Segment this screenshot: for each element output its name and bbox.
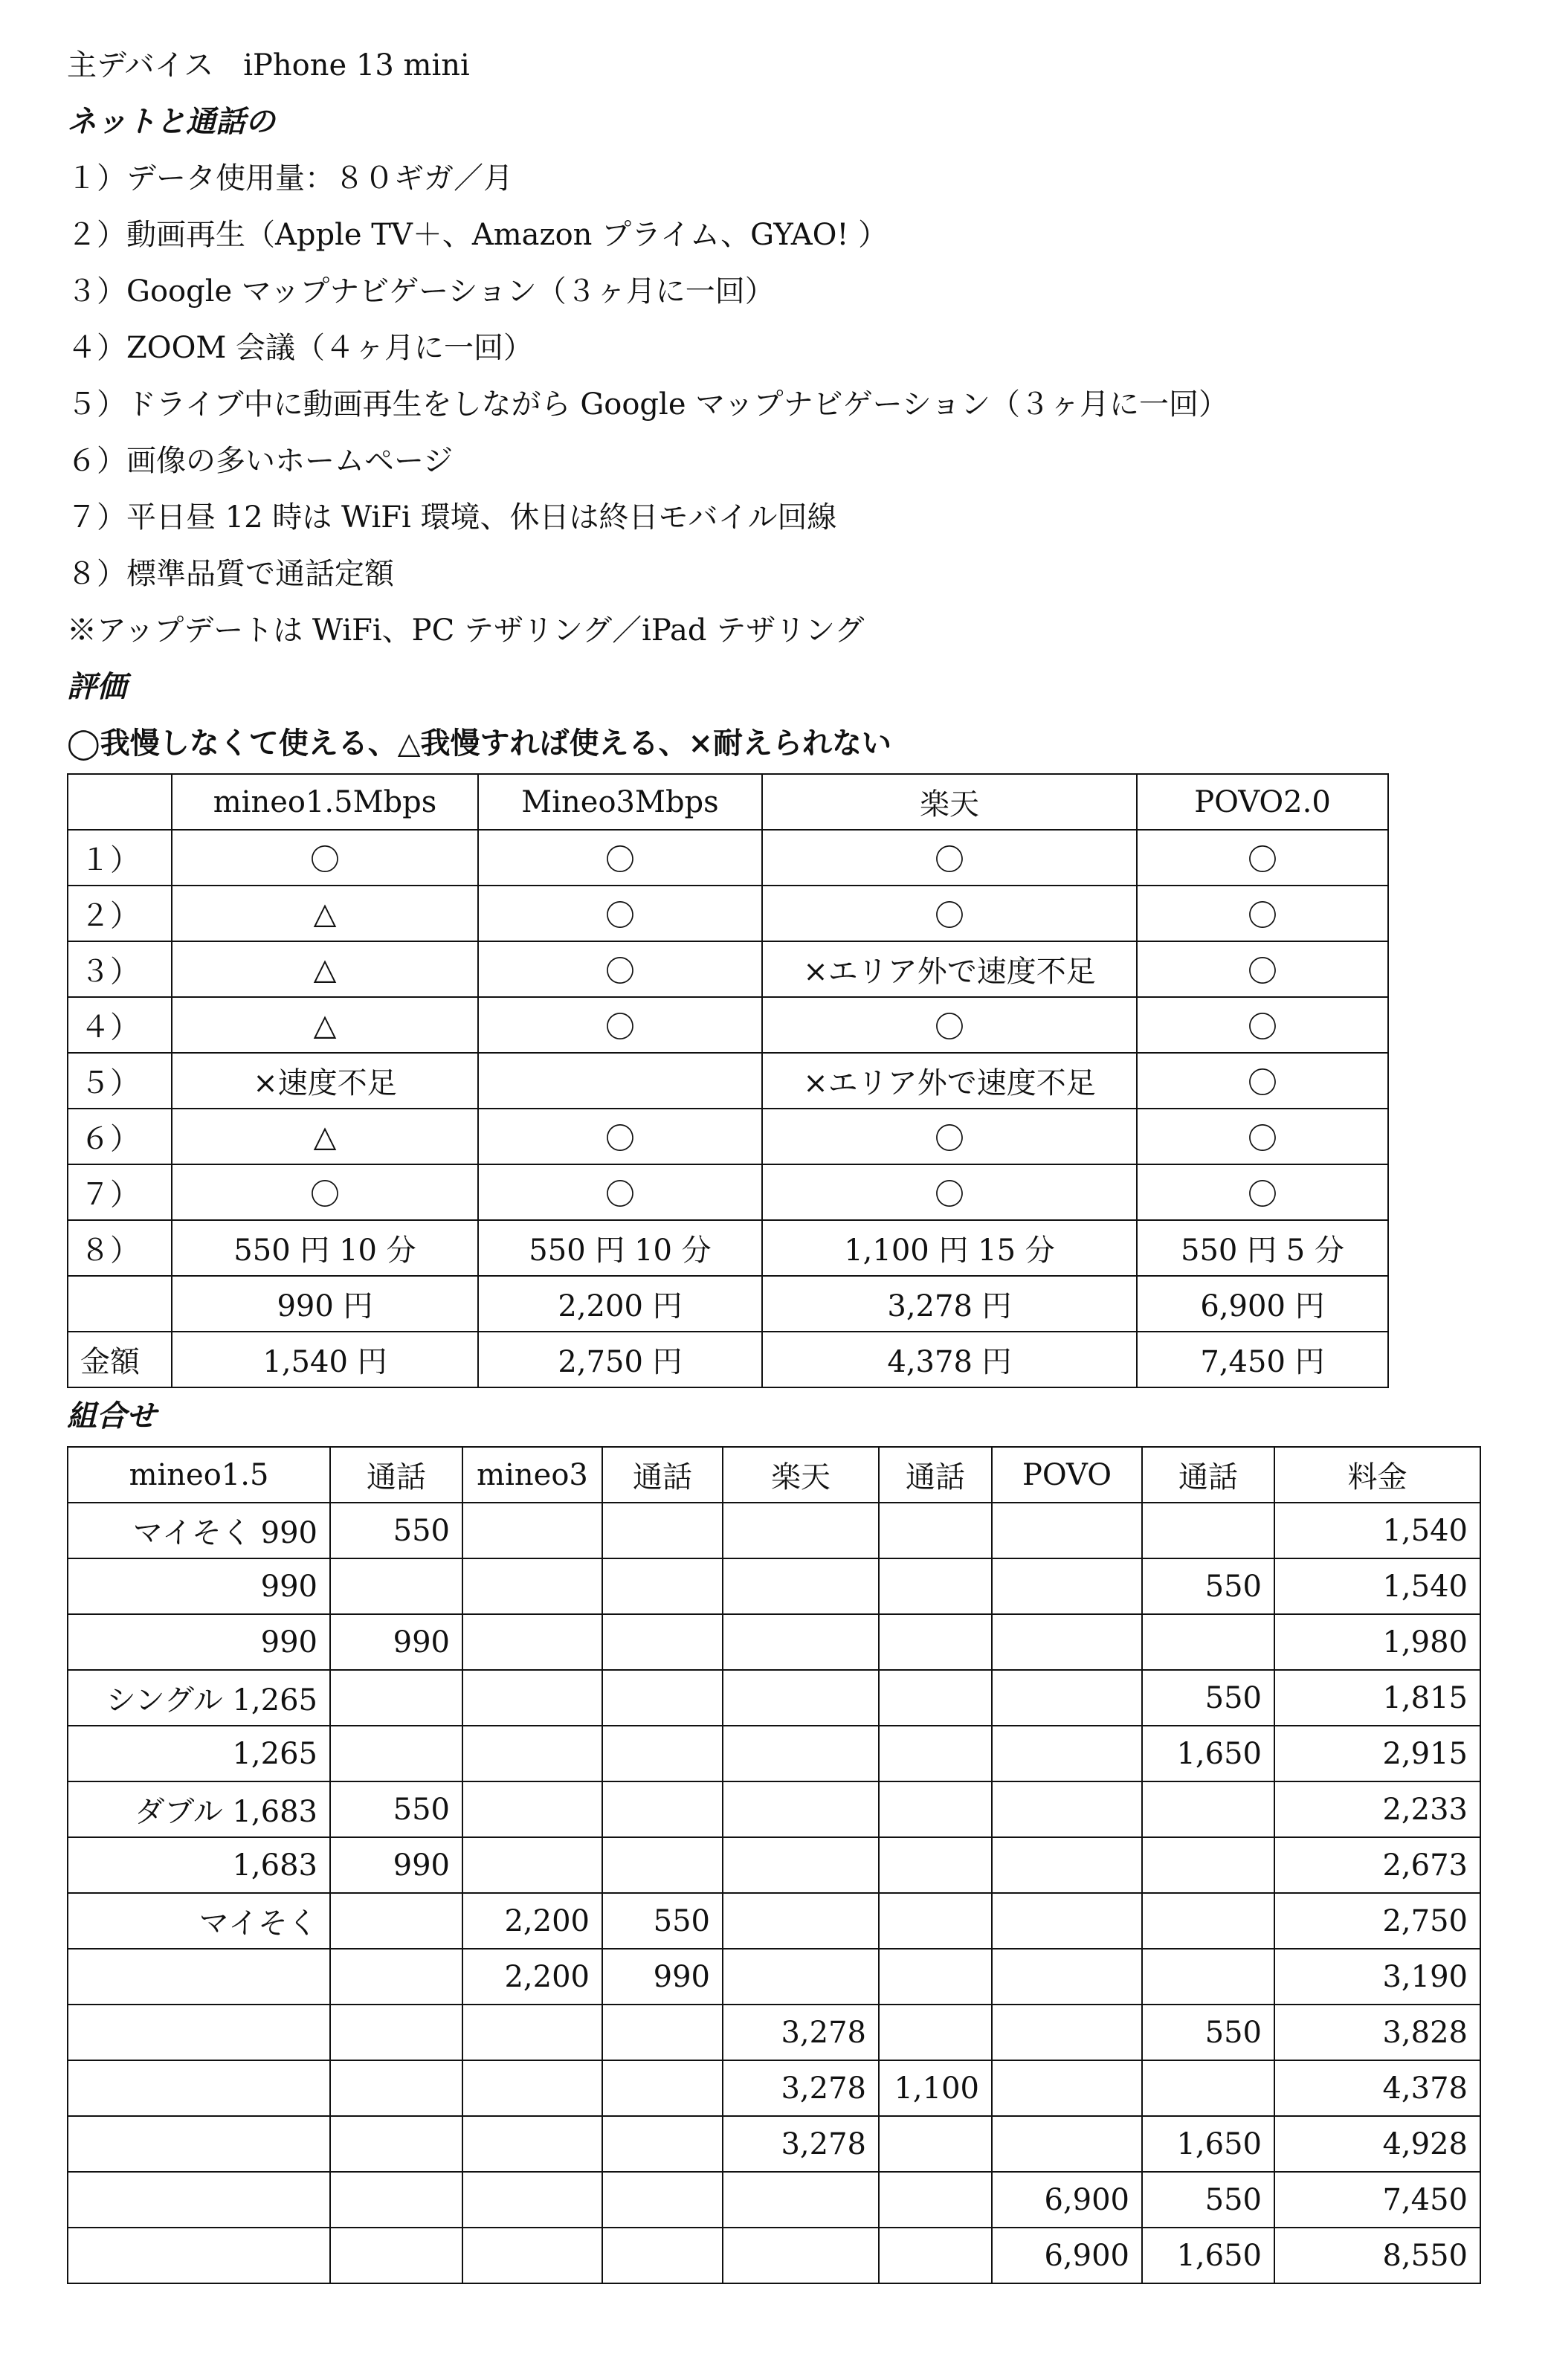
combination-cell: 2,915 xyxy=(1274,1726,1480,1781)
combination-cell xyxy=(992,1503,1142,1558)
column-header: POVO2.0 xyxy=(1137,774,1388,830)
update-note: ※アップデートは WiFi、PC テザリング／iPad テザリング xyxy=(67,613,865,648)
evaluation-cell: ６） xyxy=(68,1109,172,1164)
combination-cell xyxy=(602,1558,723,1614)
combination-row xyxy=(68,2116,1480,2172)
evaluation-row xyxy=(68,1220,1388,1276)
combination-cell xyxy=(879,2228,992,2283)
evaluation-cell: 〇 xyxy=(762,1164,1137,1220)
combination-cell: 1,650 xyxy=(1142,1726,1274,1781)
combination-cell xyxy=(330,1893,462,1949)
combination-cell xyxy=(602,1503,723,1558)
column-header: mineo3 xyxy=(462,1447,602,1503)
evaluation-cell: 金額 xyxy=(68,1332,172,1387)
evaluation-cell: 〇 xyxy=(1137,830,1388,886)
evaluation-cell: 1,100 円 15 分 xyxy=(762,1220,1137,1276)
combination-cell xyxy=(992,1614,1142,1670)
combination-row xyxy=(68,1949,1480,2005)
combination-cell: 6,900 xyxy=(992,2172,1142,2228)
combination-cell xyxy=(602,1670,723,1726)
combination-cell: 8,550 xyxy=(1274,2228,1480,2283)
evaluation-cell: △ xyxy=(172,997,478,1053)
combination-cell: ダブル 1,683 xyxy=(68,1781,330,1837)
evaluation-cell: 〇 xyxy=(1137,886,1388,941)
combination-row xyxy=(68,1893,1480,1949)
combination-cell xyxy=(1142,2060,1274,2116)
combination-cell xyxy=(992,1949,1142,2005)
evaluation-cell: 2,750 円 xyxy=(478,1332,762,1387)
combination-cell xyxy=(879,1670,992,1726)
combination-cell: 1,815 xyxy=(1274,1670,1480,1726)
combination-cell xyxy=(992,1558,1142,1614)
combination-row xyxy=(68,1726,1480,1781)
combination-cell xyxy=(68,2228,330,2283)
combination-cell xyxy=(330,1949,462,2005)
combination-cell xyxy=(723,1837,879,1893)
combination-cell: 990 xyxy=(68,1558,330,1614)
evaluation-cell xyxy=(478,1053,762,1109)
evaluation-row xyxy=(68,886,1388,941)
evaluation-cell: 〇 xyxy=(478,830,762,886)
column-header: 楽天 xyxy=(762,774,1137,830)
combination-cell: 1,540 xyxy=(1274,1503,1480,1558)
combination-cell: 1,100 xyxy=(879,2060,992,2116)
combination-cell xyxy=(330,1670,462,1726)
combination-cell: 1,650 xyxy=(1142,2116,1274,2172)
column-header: Mineo3Mbps xyxy=(478,774,762,830)
evaluation-cell: ２） xyxy=(68,886,172,941)
combination-table xyxy=(67,1446,1481,2284)
combination-cell: 550 xyxy=(1142,1558,1274,1614)
combination-cell xyxy=(330,2060,462,2116)
combination-cell xyxy=(68,2005,330,2060)
combination-cell xyxy=(879,1614,992,1670)
evaluation-header-row xyxy=(68,774,1388,830)
evaluation-cell: 〇 xyxy=(172,1164,478,1220)
evaluation-cell: ７） xyxy=(68,1164,172,1220)
evaluation-table-body xyxy=(68,774,1388,1387)
evaluation-cell: 〇 xyxy=(478,941,762,997)
combination-cell: 1,265 xyxy=(68,1726,330,1781)
combination-cell: 550 xyxy=(602,1893,723,1949)
evaluation-cell: 〇 xyxy=(478,886,762,941)
evaluation-cell: ８） xyxy=(68,1220,172,1276)
evaluation-row xyxy=(68,1164,1388,1220)
combination-cell: 3,278 xyxy=(723,2005,879,2060)
combination-title: 組合せ xyxy=(67,1399,156,1434)
combination-cell: 990 xyxy=(330,1837,462,1893)
combination-row xyxy=(68,1781,1480,1837)
combination-cell xyxy=(462,1670,602,1726)
evaluation-cell: △ xyxy=(172,886,478,941)
combination-cell xyxy=(879,1949,992,2005)
combination-cell: 4,378 xyxy=(1274,2060,1480,2116)
evaluation-cell: 〇 xyxy=(1137,941,1388,997)
evaluation-cell xyxy=(68,1276,172,1332)
combination-row xyxy=(68,1614,1480,1670)
combination-cell xyxy=(330,2116,462,2172)
combination-cell xyxy=(462,1614,602,1670)
evaluation-cell: ４） xyxy=(68,997,172,1053)
combination-cell xyxy=(68,2060,330,2116)
combination-cell xyxy=(602,1781,723,1837)
usage-item-3: ３）Google マップナビゲーション（３ヶ月に一回） xyxy=(67,274,775,309)
evaluation-cell: 990 円 xyxy=(172,1276,478,1332)
combination-cell xyxy=(462,1503,602,1558)
combination-cell: 1,540 xyxy=(1274,1558,1480,1614)
combination-cell xyxy=(723,1781,879,1837)
column-header: 通話 xyxy=(330,1447,462,1503)
combination-header-row xyxy=(68,1447,1480,1503)
combination-row xyxy=(68,2005,1480,2060)
combination-row xyxy=(68,1558,1480,1614)
evaluation-table xyxy=(67,773,1389,1388)
evaluation-cell: 〇 xyxy=(172,830,478,886)
evaluation-cell: ３） xyxy=(68,941,172,997)
combination-cell: 2,200 xyxy=(462,1893,602,1949)
column-header xyxy=(68,774,172,830)
combination-cell xyxy=(68,2116,330,2172)
combination-row xyxy=(68,2172,1480,2228)
combination-cell xyxy=(723,1893,879,1949)
usage-item-2: ２）動画再生（Apple TV＋、Amazon プライム、GYAO! ） xyxy=(67,218,889,252)
usage-item-5: ５）ドライブ中に動画再生をしながら Google マップナビゲーション（３ヶ月に一回） xyxy=(67,387,1229,422)
combination-cell xyxy=(68,2172,330,2228)
evaluation-cell: 〇 xyxy=(1137,1164,1388,1220)
evaluation-cell: １） xyxy=(68,830,172,886)
combination-cell xyxy=(723,1614,879,1670)
combination-cell xyxy=(330,2005,462,2060)
column-header: 料金 xyxy=(1274,1447,1480,1503)
combination-row xyxy=(68,1837,1480,1893)
evaluation-row xyxy=(68,997,1388,1053)
evaluation-cell: 2,200 円 xyxy=(478,1276,762,1332)
combination-cell: 7,450 xyxy=(1274,2172,1480,2228)
column-header: 通話 xyxy=(602,1447,723,1503)
evaluation-cell: 550 円 10 分 xyxy=(478,1220,762,1276)
combination-cell xyxy=(723,2172,879,2228)
device-line: 主デバイス iPhone 13 mini xyxy=(67,48,470,83)
combination-cell xyxy=(1142,1837,1274,1893)
combination-cell xyxy=(992,1837,1142,1893)
combination-cell xyxy=(723,2228,879,2283)
combination-cell xyxy=(602,2228,723,2283)
usage-item-6: ６）画像の多いホームページ xyxy=(67,444,454,478)
usage-item-4: ４）ZOOM 会議（４ヶ月に一回） xyxy=(67,331,534,365)
combination-cell xyxy=(723,1949,879,2005)
combination-cell: 3,278 xyxy=(723,2116,879,2172)
combination-cell xyxy=(462,1558,602,1614)
combination-cell: 1,650 xyxy=(1142,2228,1274,2283)
evaluation-cell: ×速度不足 xyxy=(172,1053,478,1109)
usage-item-7: ７）平日昼 12 時は WiFi 環境、休日は終日モバイル回線 xyxy=(67,500,837,535)
combination-cell xyxy=(723,1670,879,1726)
combination-cell xyxy=(879,1558,992,1614)
combination-cell xyxy=(992,1726,1142,1781)
column-header: mineo1.5 xyxy=(68,1447,330,1503)
evaluation-cell: 〇 xyxy=(762,830,1137,886)
column-header: 通話 xyxy=(879,1447,992,1503)
evaluation-row xyxy=(68,1109,1388,1164)
combination-cell xyxy=(879,2005,992,2060)
combination-cell xyxy=(462,1726,602,1781)
combination-cell xyxy=(723,1726,879,1781)
combination-cell xyxy=(992,1670,1142,1726)
combination-cell xyxy=(462,2228,602,2283)
combination-cell: 550 xyxy=(1142,1670,1274,1726)
evaluation-cell: 1,540 円 xyxy=(172,1332,478,1387)
evaluation-row xyxy=(68,1332,1388,1387)
usage-item-8: ８）標準品質で通話定額 xyxy=(67,557,394,591)
evaluation-cell: ５） xyxy=(68,1053,172,1109)
combination-cell xyxy=(602,1837,723,1893)
combination-cell xyxy=(879,1503,992,1558)
combination-cell xyxy=(1142,1949,1274,2005)
evaluation-cell: 〇 xyxy=(762,997,1137,1053)
combination-row xyxy=(68,2060,1480,2116)
column-header: POVO xyxy=(992,1447,1142,1503)
combination-cell: マイそく 990 xyxy=(68,1503,330,1558)
combination-cell xyxy=(1142,1781,1274,1837)
combination-cell xyxy=(330,2228,462,2283)
combination-cell: 990 xyxy=(602,1949,723,2005)
evaluation-row xyxy=(68,941,1388,997)
evaluation-cell: 〇 xyxy=(478,1164,762,1220)
combination-cell: 4,928 xyxy=(1274,2116,1480,2172)
combination-cell: 550 xyxy=(1142,2005,1274,2060)
combination-cell: 6,900 xyxy=(992,2228,1142,2283)
combination-cell xyxy=(602,2060,723,2116)
evaluation-cell: 〇 xyxy=(478,997,762,1053)
combination-cell: 3,828 xyxy=(1274,2005,1480,2060)
combination-cell: マイそく xyxy=(68,1893,330,1949)
column-header: 楽天 xyxy=(723,1447,879,1503)
combination-cell xyxy=(879,2172,992,2228)
combination-cell xyxy=(602,1614,723,1670)
combination-cell xyxy=(879,1781,992,1837)
combination-cell xyxy=(992,1781,1142,1837)
combination-cell: 2,200 xyxy=(462,1949,602,2005)
combination-cell xyxy=(462,2116,602,2172)
evaluation-cell: 〇 xyxy=(478,1109,762,1164)
evaluation-cell: 550 円 5 分 xyxy=(1137,1220,1388,1276)
evaluation-cell: 〇 xyxy=(1137,997,1388,1053)
evaluation-cell: 550 円 10 分 xyxy=(172,1220,478,1276)
column-header: 通話 xyxy=(1142,1447,1274,1503)
combination-cell xyxy=(462,2060,602,2116)
combination-cell: 1,980 xyxy=(1274,1614,1480,1670)
combination-cell xyxy=(992,1893,1142,1949)
evaluation-cell: △ xyxy=(172,1109,478,1164)
combination-cell xyxy=(992,2005,1142,2060)
combination-cell xyxy=(992,2060,1142,2116)
usage-item-1: １）データ使用量：８０ギガ／月 xyxy=(67,161,513,196)
evaluation-legend: ◯我慢しなくて使える、△我慢すれば使える、×耐えられない xyxy=(67,726,892,761)
evaluation-cell: 〇 xyxy=(762,1109,1137,1164)
combination-cell: 1,683 xyxy=(68,1837,330,1893)
evaluation-row xyxy=(68,830,1388,886)
combination-cell xyxy=(462,2005,602,2060)
evaluation-cell: ×エリア外で速度不足 xyxy=(762,1053,1137,1109)
evaluation-cell: 7,450 円 xyxy=(1137,1332,1388,1387)
combination-cell: 2,750 xyxy=(1274,1893,1480,1949)
combination-cell xyxy=(879,1893,992,1949)
combination-cell xyxy=(330,2172,462,2228)
evaluation-row xyxy=(68,1053,1388,1109)
combination-cell xyxy=(602,1726,723,1781)
combination-cell xyxy=(462,1781,602,1837)
combination-cell: 550 xyxy=(330,1781,462,1837)
combination-cell xyxy=(602,2116,723,2172)
combination-row xyxy=(68,2228,1480,2283)
combination-cell xyxy=(723,1558,879,1614)
combination-cell: 550 xyxy=(1142,2172,1274,2228)
combination-cell xyxy=(1142,1614,1274,1670)
combination-table-body xyxy=(68,1447,1480,2283)
combination-cell xyxy=(462,2172,602,2228)
combination-cell: 2,673 xyxy=(1274,1837,1480,1893)
evaluation-cell: ×エリア外で速度不足 xyxy=(762,941,1137,997)
combination-cell xyxy=(879,1837,992,1893)
combination-cell: 2,233 xyxy=(1274,1781,1480,1837)
combination-cell: 3,278 xyxy=(723,2060,879,2116)
combination-cell xyxy=(602,2172,723,2228)
evaluation-cell: 〇 xyxy=(1137,1109,1388,1164)
combination-cell: 990 xyxy=(68,1614,330,1670)
combination-cell: 3,190 xyxy=(1274,1949,1480,2005)
usage-section-title: ネットと通話の xyxy=(67,104,275,139)
combination-cell xyxy=(602,2005,723,2060)
combination-row xyxy=(68,1503,1480,1558)
combination-cell: 550 xyxy=(330,1503,462,1558)
evaluation-cell: 〇 xyxy=(1137,1053,1388,1109)
evaluation-cell: 6,900 円 xyxy=(1137,1276,1388,1332)
combination-cell xyxy=(330,1558,462,1614)
combination-cell: シングル 1,265 xyxy=(68,1670,330,1726)
evaluation-cell: 4,378 円 xyxy=(762,1332,1137,1387)
combination-cell xyxy=(1142,1503,1274,1558)
combination-cell xyxy=(879,2116,992,2172)
evaluation-row xyxy=(68,1276,1388,1332)
evaluation-cell: △ xyxy=(172,941,478,997)
combination-cell xyxy=(723,1503,879,1558)
combination-cell: 990 xyxy=(330,1614,462,1670)
column-header: mineo1.5Mbps xyxy=(172,774,478,830)
combination-row xyxy=(68,1670,1480,1726)
combination-cell xyxy=(68,1949,330,2005)
document-page xyxy=(67,37,1487,2284)
combination-cell xyxy=(879,1726,992,1781)
combination-cell xyxy=(330,1726,462,1781)
combination-cell xyxy=(992,2116,1142,2172)
evaluation-cell: 3,278 円 xyxy=(762,1276,1137,1332)
combination-cell xyxy=(462,1837,602,1893)
evaluation-title: 評価 xyxy=(67,669,126,704)
combination-cell xyxy=(1142,1893,1274,1949)
evaluation-cell: 〇 xyxy=(762,886,1137,941)
